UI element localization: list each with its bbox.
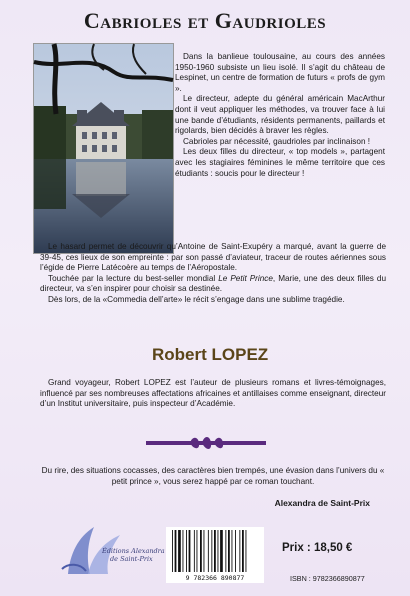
barcode-bar: [235, 530, 236, 572]
barcode-bar: [172, 530, 173, 572]
barcode-bar: [218, 530, 219, 572]
barcode: [166, 527, 264, 583]
barcode-bar: [246, 530, 247, 572]
chateau-photo: [33, 43, 174, 254]
text-run: Touchée par la lecture du best-seller mondial: [48, 273, 219, 283]
barcode-bar: [183, 530, 184, 572]
barcode-bar: [186, 530, 187, 572]
intro-paragraph: Les deux filles du directeur, « top models », partagent avec les stagiaires féminines le même territoire que ces étudiants : soucis pour le directeur !: [175, 147, 385, 178]
barcode-bar: [211, 530, 212, 572]
book-reference: Le Petit Prince: [218, 273, 273, 283]
author-name: Robert LOPEZ: [152, 345, 269, 364]
synopsis-text: [40, 242, 386, 306]
bio-paragraph: Grand voyageur, Robert LOPEZ est l’auteur de plusieurs romans et livres-témoignages, influencé par ses nombreuses affectations africaines et antillaises comme enseignant, directeur d’un Institut universitaire, puis inspecteur d’Académie.: [40, 378, 386, 409]
intro-text: [175, 52, 385, 179]
text-run: , Marie, une des deux filles du directeur, va s’en inspirer pour choisir sa destinée.: [40, 273, 386, 294]
isbn: ISBN : 9782366890877: [290, 574, 365, 583]
book-title: Cabrioles et Gaudrioles: [83, 8, 327, 33]
divider-ornament: [146, 434, 266, 452]
publisher-logo: [58, 519, 165, 579]
barcode-bar: [208, 530, 209, 572]
author-bio: [40, 378, 386, 410]
barcode-bar: [228, 530, 230, 572]
logo-text-line2: de Saint-Prix: [110, 555, 153, 563]
barcode-bar: [175, 530, 177, 572]
synopsis-paragraph: Le hasard permet de découvrir qu’Antoine de Saint-Exupéry a marqué, avant la guerre de 39-45, ces lieux de son empreinte : par son passé d’aviateur, traceur de routes aériennes sous l’égide de Pierre Latécoère au temps de l’Aéropostale.: [40, 242, 386, 273]
barcode-bar: [225, 530, 226, 572]
signature: Alexandra de Saint-Prix: [274, 498, 370, 508]
barcode-bar: [189, 530, 191, 572]
closing-paragraph: Du rire, des situations cocasses, des caractères bien trempés, une évasion dans l’univers du « petit prince », vous serez happé par ce roman touchant.: [41, 466, 385, 486]
barcode-bar: [242, 530, 244, 572]
intro-paragraph: Le directeur, adepte du général américain MacArthur dont il veut appliquer les méthodes, va trouver face à lui une bande d’étudiants, résidents permanents, paillards et rigolards, bien décidés à braver les règles.: [175, 94, 385, 136]
intro-paragraph: Cabrioles par nécessité, gaudrioles par inclinaison !: [183, 136, 371, 146]
barcode-bar: [194, 530, 195, 572]
synopsis-paragraph-petit-prince: [40, 274, 386, 295]
barcode-bar: [232, 530, 233, 572]
barcode-bar: [197, 530, 198, 572]
barcode-bar: [204, 530, 205, 572]
barcode-bar: [214, 530, 216, 572]
barcode-number: 9 782366 890877: [185, 574, 245, 582]
closing-text: [40, 466, 386, 487]
intro-paragraph: Dans la banlieue toulousaine, au cours des années 1950-1960 subsiste un lieu isolé. Il s’agit du château de Lespinet, un centre de formation de futurs « profs de gym ».: [175, 52, 385, 93]
price: Prix : 18,50 €: [282, 542, 353, 554]
logo-text-line1: Éditions Alexandra: [102, 547, 165, 555]
barcode-bar: [200, 530, 202, 572]
barcode-bar: [178, 530, 181, 572]
synopsis-paragraph: Dès lors, de la «Commedia dell’arte» le récit s’engage dans une sublime tragédie.: [48, 294, 345, 304]
barcode-bar: [239, 530, 240, 572]
barcode-bar: [220, 530, 223, 572]
